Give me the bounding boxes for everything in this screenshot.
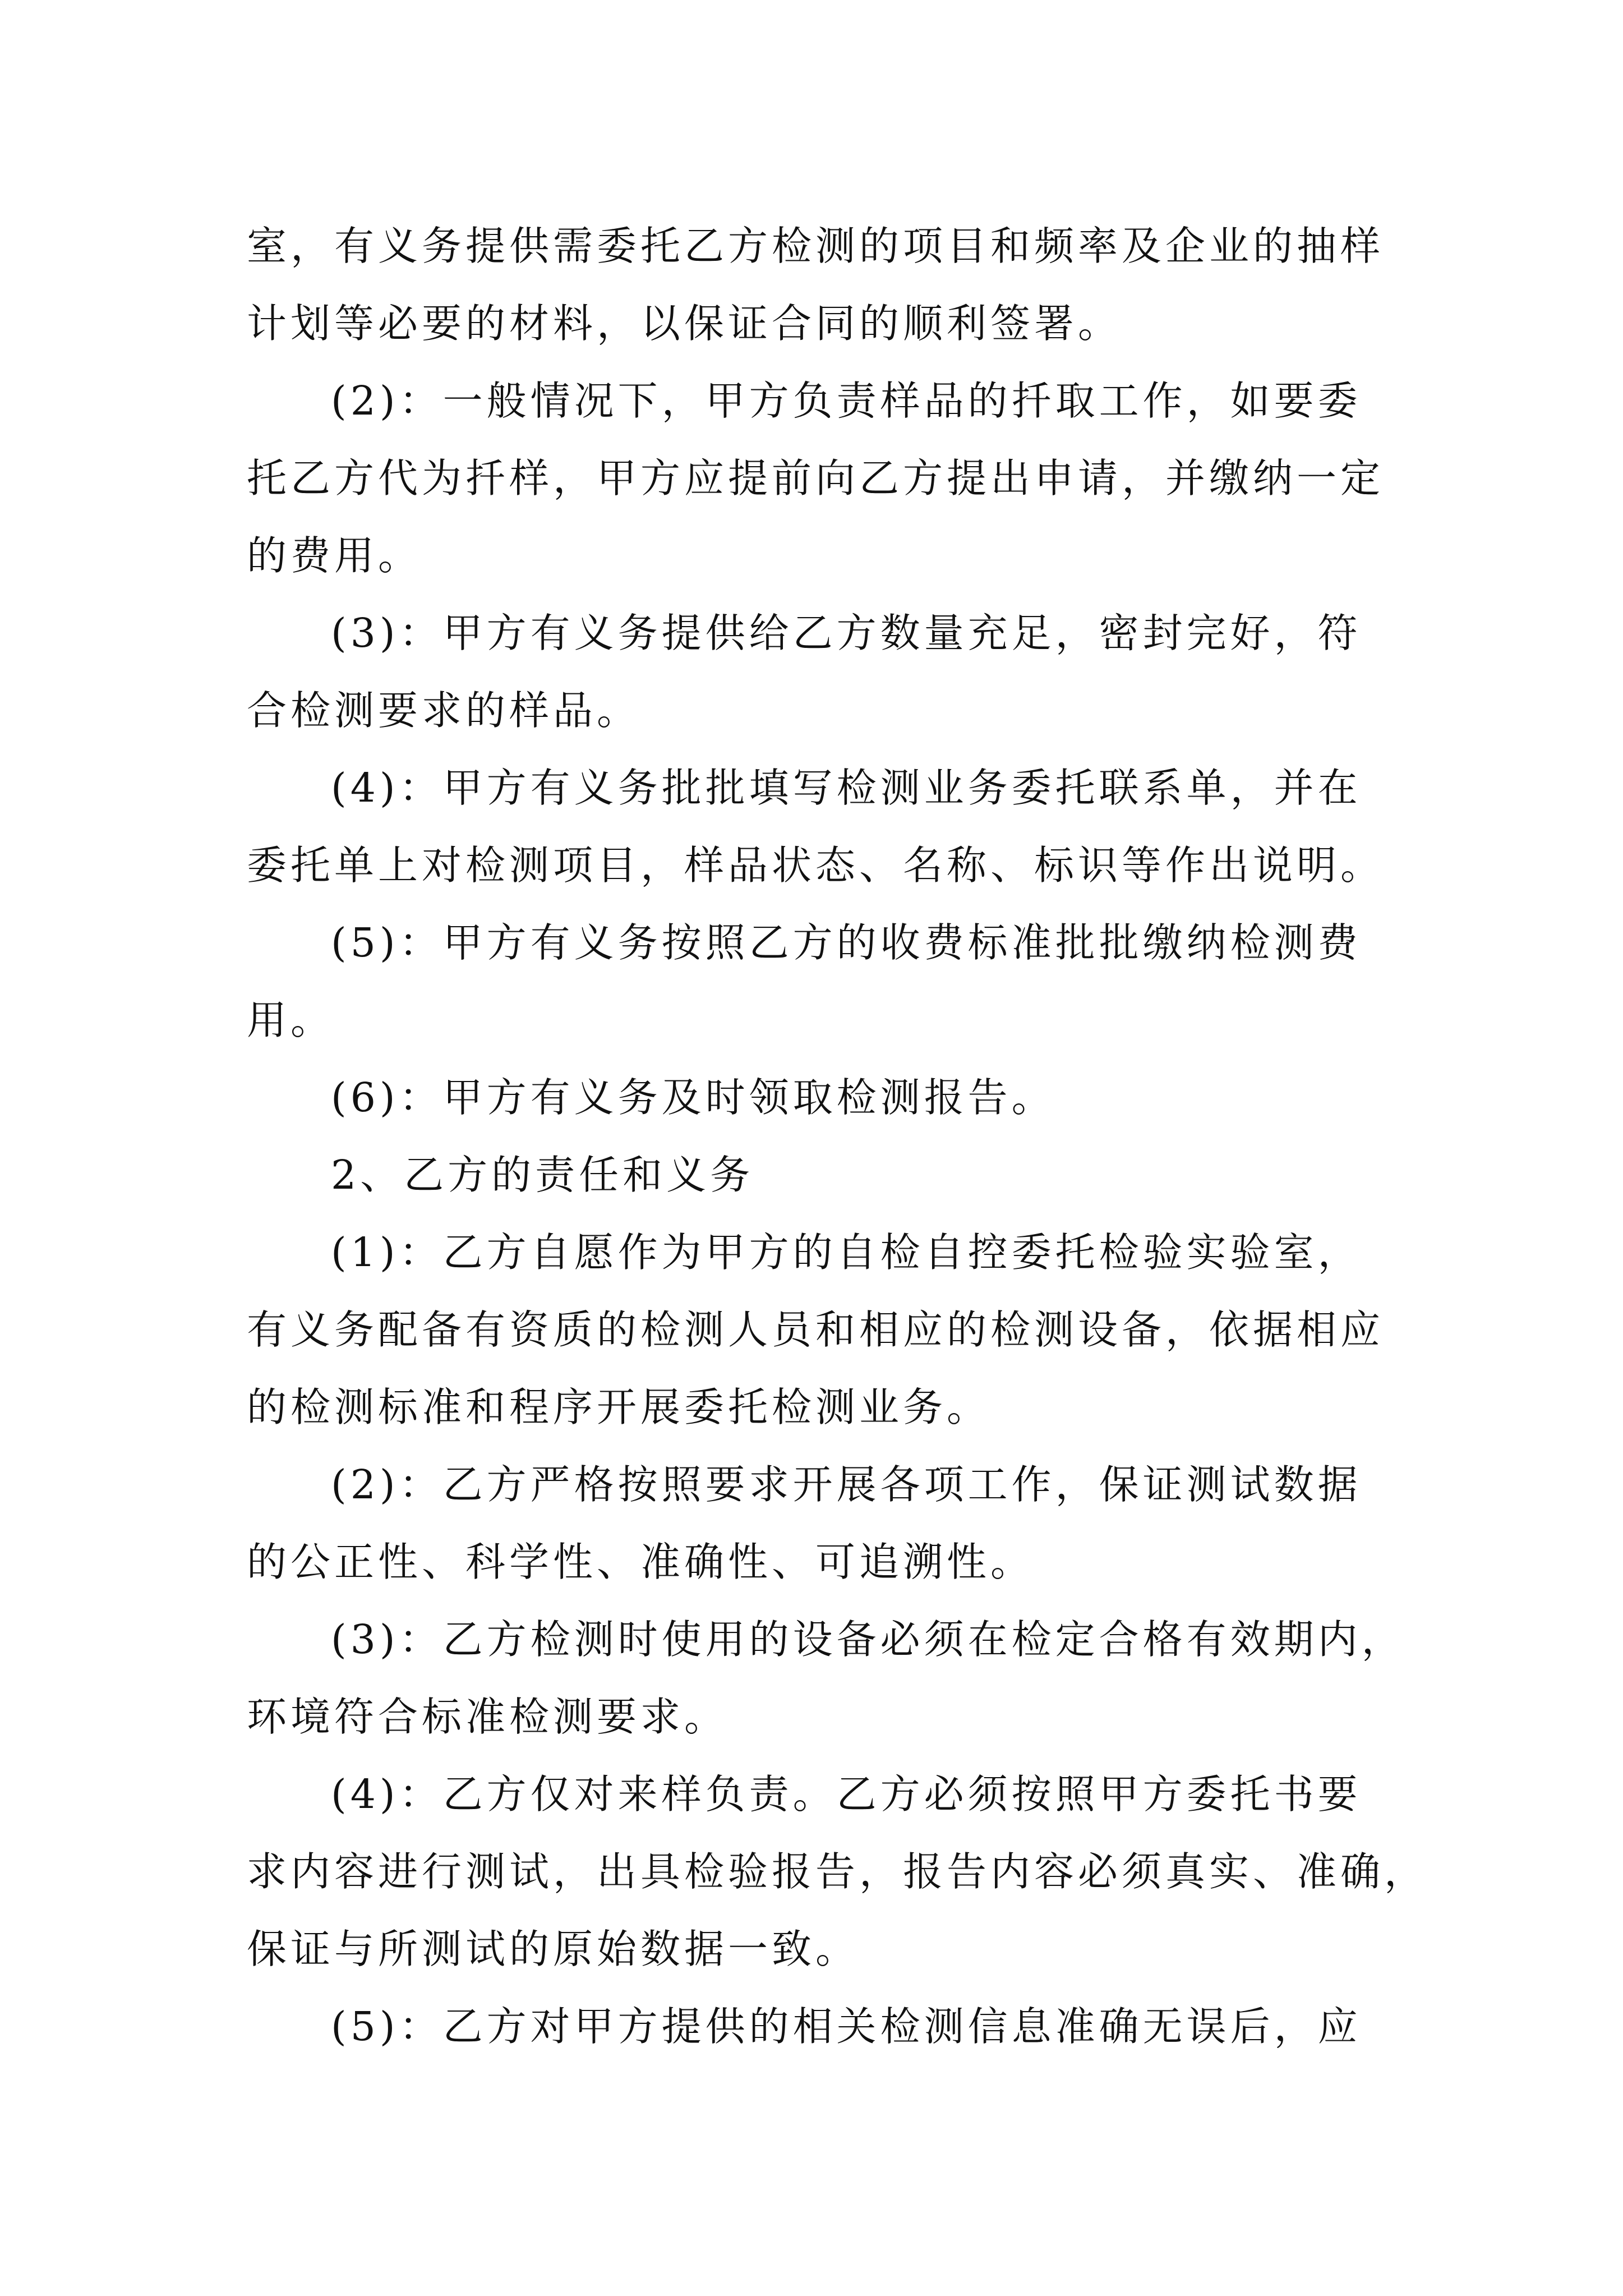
text-line: 合检测要求的样品。 <box>247 687 641 734</box>
clause-line: (2)：一般情况下，甲方负责样品的扦取工作，如要委 <box>331 378 1362 424</box>
clause-line: (5)：甲方有义务按照乙方的收费标准批批缴纳检测费 <box>331 919 1362 966</box>
text-line: 托乙方代为扦样，甲方应提前向乙方提出申请，并缴纳一定 <box>247 455 1385 501</box>
clause-line: (3)：乙方检测时使用的设备必须在检定合格有效期内， <box>331 1616 1405 1663</box>
clause-line: (4)：乙方仅对来样负责。乙方必须按照甲方委托书要 <box>331 1771 1362 1818</box>
text-line: 有义务配备有资质的检测人员和相应的检测设备，依据相应 <box>247 1306 1385 1353</box>
clause-line: (4)：甲方有义务批批填写检测业务委托联系单，并在 <box>331 765 1362 811</box>
text-line: 用。 <box>247 997 335 1043</box>
text-line: 的费用。 <box>247 532 422 579</box>
clause-line: (5)：乙方对甲方提供的相关检测信息准确无误后，应 <box>331 2003 1362 2050</box>
text-line: 求内容进行测试，出具检验报告，报告内容必须真实、准确， <box>247 1848 1428 1895</box>
clause-line: (2)：乙方严格按照要求开展各项工作，保证测试数据 <box>331 1461 1362 1508</box>
clause-line: (6)：甲方有义务及时领取检测报告。 <box>331 1074 1055 1121</box>
text-line: 保证与所测试的原始数据一致。 <box>247 1926 860 1972</box>
text-line: 室，有义务提供需委托乙方检测的项目和频率及企业的抽样 <box>247 223 1385 269</box>
section-heading: 2、乙方的责任和义务 <box>331 1152 754 1198</box>
clause-line: (1)：乙方自愿作为甲方的自检自控委托检验实验室， <box>331 1229 1362 1276</box>
text-line: 的公正性、科学性、准确性、可追溯性。 <box>247 1539 1035 1585</box>
text-line: 环境符合标准检测要求。 <box>247 1694 728 1740</box>
text-line: 委托单上对检测项目，样品状态、名称、标识等作出说明。 <box>247 842 1385 889</box>
text-line: 计划等必要的材料，以保证合同的顺利签署。 <box>247 300 1122 347</box>
clause-line: (3)：甲方有义务提供给乙方数量充足，密封完好，符 <box>331 610 1362 656</box>
document-body <box>247 208 1428 2065</box>
text-line: 的检测标准和程序开展委托检测业务。 <box>247 1384 991 1430</box>
